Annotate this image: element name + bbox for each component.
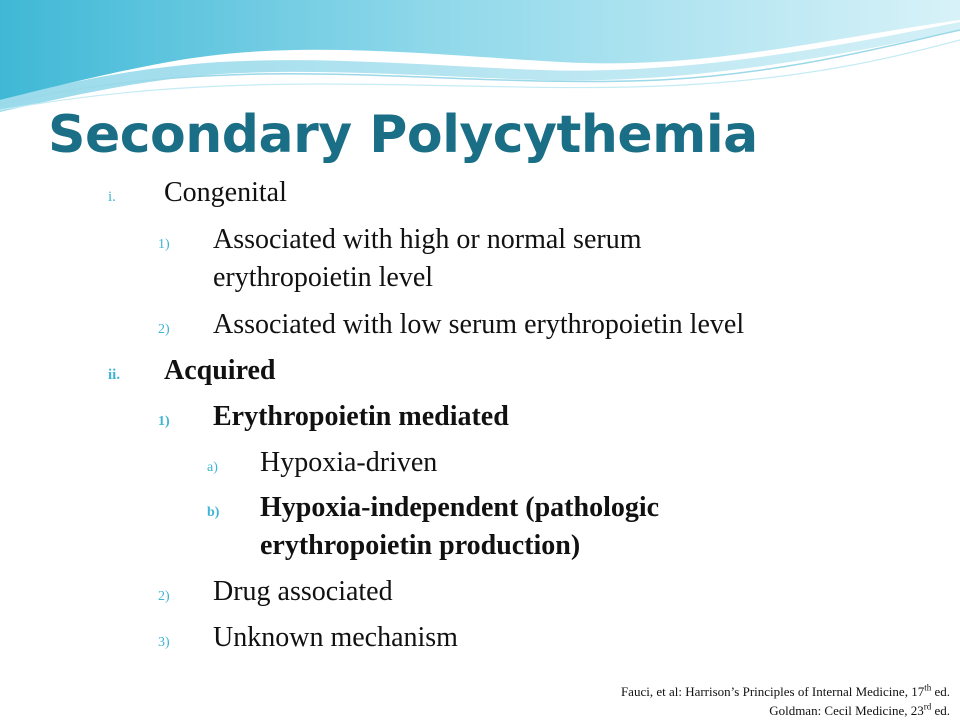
outline-item-acquired: Acquired [164, 355, 276, 386]
citation-text: ed. [931, 684, 950, 699]
slide-title: Secondary Polycythemia [48, 105, 758, 165]
outline-item-high-normal-epo: Associated with high or normal serum erythropoietin level [213, 224, 642, 293]
outline-item-congenital: Congenital [164, 177, 287, 208]
outline-item-hypoxia-driven: Hypoxia-driven [260, 447, 438, 478]
outline-marker: i. [108, 189, 116, 205]
citation-text: Fauci, et al: Harrison’s Principles of Internal Medicine, 17 [620, 684, 925, 699]
outline-item-low-epo: Associated with low serum erythropoietin level [213, 309, 745, 340]
citation-text: ed. [931, 703, 950, 718]
outline-marker: 2) [158, 322, 170, 337]
outline-marker: 2) [158, 589, 170, 604]
citation-superscript: rd [923, 701, 932, 712]
outline-marker: a) [207, 460, 218, 475]
citation-harrisons [621, 683, 950, 701]
citation-cecil [769, 702, 950, 720]
outline-marker: b) [207, 505, 220, 520]
outline-marker: 1) [158, 414, 170, 429]
outline-marker: 3) [158, 635, 170, 650]
outline-item-unknown-mechanism: Unknown mechanism [213, 622, 458, 653]
outline-item-hypoxia-independent: Hypoxia-independent (pathologic erythropoietin production) [260, 492, 660, 561]
outline-item-drug-associated: Drug associated [213, 576, 393, 607]
outline-item-epo-mediated: Erythropoietin mediated [213, 401, 509, 432]
citation-superscript: th [924, 682, 932, 693]
outline-marker: ii. [108, 367, 121, 383]
citation-text: Goldman: Cecil Medicine, 23 [769, 703, 924, 718]
outline-marker: 1) [158, 237, 170, 252]
